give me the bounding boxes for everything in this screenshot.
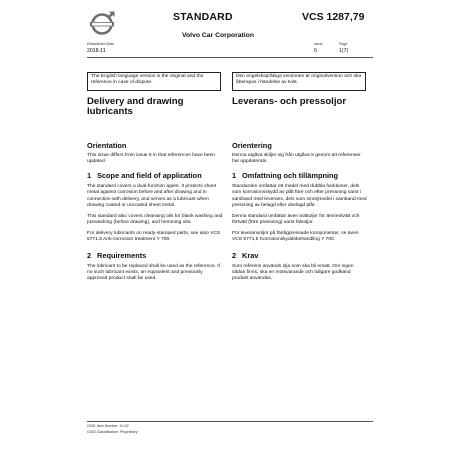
avsnitt-1-heading (232, 172, 368, 181)
section-1-title: Scope and field of application (97, 170, 202, 180)
footer-item-number: G051 Item Number: 10-02 (87, 424, 129, 428)
header-divider (87, 57, 373, 58)
section-2-number: 2 (87, 251, 92, 261)
orientering-text: Denna utgåva skiljer sig från utgåva 5 genom att referenser har uppdaterats. (232, 152, 361, 164)
orientation-heading: Orientation (87, 141, 127, 150)
avsnitt-2-title: Krav (242, 251, 259, 261)
orientering-heading: Orientering (232, 141, 272, 150)
avsnitt-2-heading (232, 252, 368, 261)
established-value: 2018-11 (87, 48, 106, 54)
section-2-heading (87, 252, 223, 261)
avsnitt-1-title: Omfattning och tillämpning (242, 170, 339, 180)
document-title-english: Delivery and drawing lubricants (87, 96, 184, 118)
company-name: Volvo Car Corporation (182, 32, 255, 39)
footer-divider (87, 421, 373, 422)
section-1-paragraph-1: The standard covers a dual-function agent. It protects sheet metal against corrosion before and after drawing and in connection with delivery, and serves as a lubricant when drawing coated or uncoated sheet metal. (87, 184, 217, 208)
section-1-paragraph-3: For delivery lubricants on ready-stamped parts, see also VCS 5771,5 Anti-corrosion treatment Y 700. (87, 230, 221, 243)
orientation-text: This issue differs from issue 5 in that references have been updated. (87, 152, 215, 164)
section-1-number: 1 (87, 170, 92, 180)
notice-box-english: The English language version is the original and the reference in case of dispute. (87, 72, 221, 91)
standard-code: VCS 1287,79 (302, 11, 365, 23)
avsnitt-1-paragraph-1: Standarden omfattar ett medel med dubbla funktioner, dels som korrosionsskydd av plåt före och efter pressning samt i samband med leverans, dels som smörjmedel i samband med pressning av belagd eller obelagd plåt. (232, 184, 367, 208)
avsnitt-1-paragraph-3: För leveransoljor på färdigpressade komponenter, se även VCS 5771,5 Korrosionskyddsbehandling Y 700. (232, 230, 359, 243)
avsnitt-1-number: 1 (232, 170, 237, 180)
swedish-column (232, 97, 368, 282)
section-1-paragraph-2: This standard also covers cleansing oils for blank washing and prewashing (before drawing), and hemming oils. (87, 213, 223, 225)
notice-box-swedish: Den engelskspråkiga versionen är originalversion och ska åberopas i händelse av tvist. (232, 72, 366, 91)
established-label: Established Date (87, 42, 115, 46)
english-column (87, 97, 223, 282)
page-label: Page (339, 42, 348, 46)
section-2-paragraph-1: The lubricant to be replaced shall be used as the reference. If no such lubricant exists, an equivalent and previously approved product shall be used. (87, 263, 220, 281)
avsnitt-2-number: 2 (232, 251, 237, 261)
avsnitt-2-paragraph-1: Som referens används olja som ska bli ersatt. Om ingen sådan finns, ska en motsvarande och tidigare godkänd produkt användas. (232, 263, 354, 281)
page-value: 1(7) (339, 48, 349, 54)
issue-value: 6 (314, 48, 317, 54)
standard-title: STANDARD (173, 11, 233, 23)
section-2-title: Requirements (97, 251, 147, 261)
document-title-swedish: Leverans- och pressoljor (232, 96, 347, 107)
volvo-iron-mark-icon (87, 8, 117, 38)
section-1-heading (87, 172, 223, 181)
footer-classification: G052 Classification: Proprietary (87, 430, 138, 434)
issue-label: Issue (314, 42, 323, 46)
avsnitt-1-paragraph-2: Denna standard omfattar även tvättoljor för ämnestvätt och förtvätt (före pressning) samt falsoljor. (232, 213, 360, 225)
